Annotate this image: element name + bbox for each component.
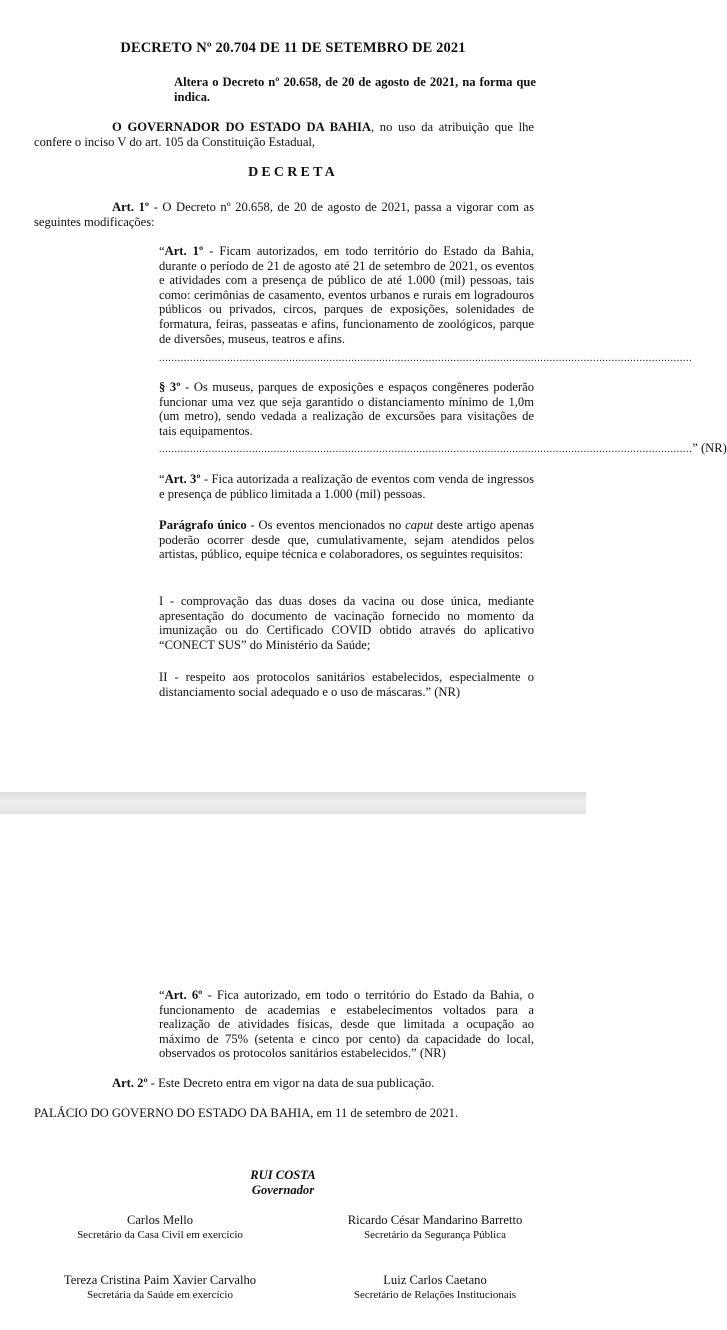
dotted-line: ............................................................................................................................................................................ bbox=[159, 353, 693, 364]
article-1 bbox=[34, 200, 534, 229]
paragraph-3-label: § 3º bbox=[159, 380, 181, 394]
paragraph-3-closing bbox=[159, 441, 727, 456]
paragraph-unico-text: - Os eventos mencionados no bbox=[246, 518, 406, 532]
decreta-heading: DECRETA bbox=[248, 165, 338, 180]
signatory-name: Tereza Cristina Paim Xavier Carvalho bbox=[63, 1273, 257, 1287]
article-2-label: Art. 2º bbox=[112, 1076, 148, 1090]
article-1-label: Art. 1º bbox=[112, 200, 150, 214]
governor-role: Governador bbox=[251, 1183, 315, 1197]
paragraph-3-text: - Os museus, parques de exposições e espaços congêneres poderão funcionar uma vez que seja garantido o distanciamento mínimo de 1,0m (um metro), sendo vedada a realização de excursões para visitações de tais equipamentos. bbox=[159, 380, 534, 438]
quoted-article-3 bbox=[159, 472, 534, 501]
quoted-article-6-label: Art. 6º bbox=[164, 988, 203, 1002]
preamble-authority: O GOVERNADOR DO ESTADO DA BAHIA bbox=[112, 120, 371, 134]
open-quote: “ bbox=[159, 988, 165, 1002]
paragraph-unico bbox=[159, 518, 534, 562]
article-2-text: - Este Decreto entra em vigor na data de sua publicação. bbox=[147, 1076, 435, 1090]
caput-term: caput bbox=[405, 518, 434, 532]
signatory-name: Ricardo César Mandarino Barretto bbox=[347, 1213, 523, 1227]
decree-ementa: Altera o Decreto nº 20.658, de 20 de agosto de 2021, na forma que indica. bbox=[174, 75, 536, 104]
signatory-role: Secretária da Saúde em exercício bbox=[87, 1289, 233, 1301]
page-break bbox=[0, 792, 586, 814]
open-quote: “ bbox=[159, 244, 165, 258]
paragraph-unico-label: Parágrafo único bbox=[159, 518, 247, 532]
open-quote: “ bbox=[159, 472, 165, 486]
article-2 bbox=[112, 1076, 542, 1091]
governor-name: RUI COSTA bbox=[250, 1168, 316, 1182]
quoted-article-6 bbox=[159, 988, 534, 1061]
inciso-1: I - comprovação das duas doses da vacina ou dose única, mediante apresentação do documento de vacinação fornecido no momento da imunização ou do Certificado COVID obtido através do aplicativo “CONECT SUS” do Ministério da Saúde; bbox=[159, 594, 534, 652]
signatory-name: Luiz Carlos Caetano bbox=[383, 1273, 487, 1287]
signature-block-4 bbox=[310, 1273, 560, 1302]
paragraph-unico-text-continued: deste artigo apenas poderão ocorrer desde que, cumulativamente, sejam atendidos pelos artistas, público, equipe técnica e colaboradores, os seguintes requisitos: bbox=[159, 518, 535, 562]
signature-block-3 bbox=[40, 1273, 280, 1302]
signature-block-2 bbox=[310, 1213, 560, 1242]
quoted-article-1-text: - Ficam autorizados, em todo território do Estado da Bahia, durante o período de 21 de agosto até 21 de setembro de 2021, os eventos e atividades com a presença de público de até 1.000 (mil) pessoas, tais como: cerimônias de casamento, eventos urbanos e rurais em logradouros públicos ou privados, circos, parques de exposições, solenidades de formatura, feiras, passeatas e afins, funcionamento de zoológicos, parque de diversões, museus, teatros e afins. bbox=[159, 244, 535, 346]
paragraph-3 bbox=[159, 380, 534, 438]
quoted-article-1-label: Art. 1º bbox=[164, 244, 204, 258]
governor-signature bbox=[183, 1168, 383, 1198]
paragraph-3-close: ” (NR) bbox=[692, 441, 727, 455]
closing-line: PALÁCIO DO GOVERNO DO ESTADO DA BAHIA, em 11 de setembro de 2021. bbox=[34, 1106, 459, 1120]
decree-title: DECRETO Nº 20.704 DE 11 DE SETEMBRO DE 2021 bbox=[120, 40, 466, 56]
quoted-article-6-text: - Fica autorizado, em todo o território do Estado da Bahia, o funcionamento de academias e estabelecimentos voltados para a realização de atividades físicas, desde que limitada a ocupação ao máximo de 75% (setenta e cinco por cento) da capacidade do local, observados os protocolos sanitários estabelecidos.” (NR) bbox=[159, 988, 534, 1061]
signatory-role: Secretário da Casa Civil em exercício bbox=[77, 1229, 243, 1241]
quoted-article-3-text: - Fica autorizada a realização de eventos com venda de ingressos e presença de público limitada a 1.000 (mil) pessoas. bbox=[159, 472, 534, 501]
inciso-2: II - respeito aos protocolos sanitários estabelecidos, especialmente o distanciamento social adequado e o uso de máscaras.” (NR) bbox=[159, 670, 534, 699]
preamble bbox=[34, 120, 534, 149]
dotted-line: ............................................................................................................................................................................ bbox=[159, 444, 693, 455]
signatory-role: Secretário de Relações Institucionais bbox=[353, 1289, 517, 1301]
article-1-text: - O Decreto nº 20.658, de 20 de agosto de 2021, passa a vigorar com as seguintes modificações: bbox=[34, 200, 534, 229]
preamble-text: , no uso da atribuição que lhe confere o inciso V do art. 105 da Constituição Estadual, bbox=[34, 120, 534, 149]
quoted-article-3-label: Art. 3º bbox=[164, 472, 201, 486]
quoted-article-1 bbox=[159, 244, 534, 346]
signature-block-1 bbox=[40, 1213, 280, 1242]
signatory-role: Secretário da Segurança Pública bbox=[363, 1229, 507, 1241]
document-page-2 bbox=[0, 814, 586, 1330]
signatory-name: Carlos Mello bbox=[126, 1213, 194, 1227]
